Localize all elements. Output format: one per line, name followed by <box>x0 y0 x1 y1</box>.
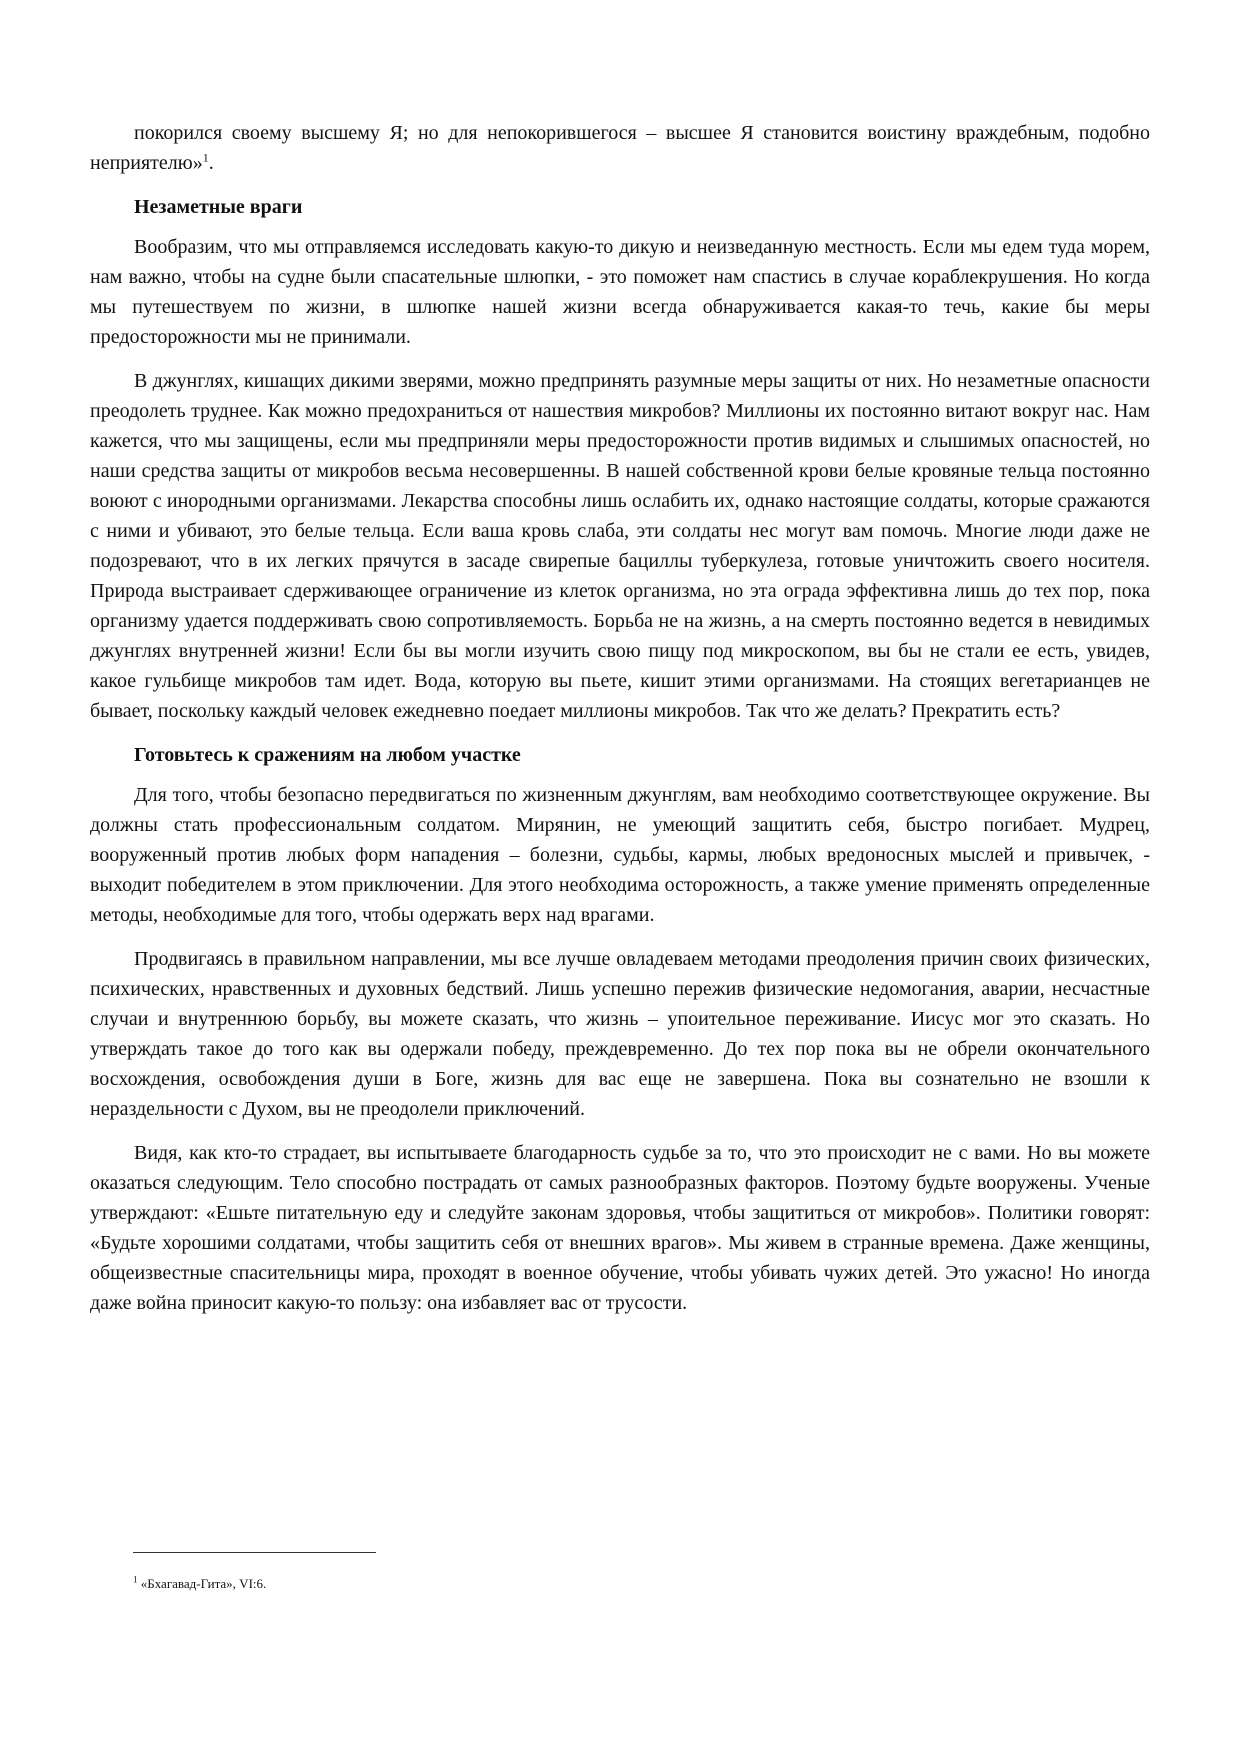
footnote-area <box>133 1552 533 1593</box>
footnote-1 <box>133 1575 533 1593</box>
footnote-mark: 1 <box>133 1574 138 1585</box>
paragraph-4: Продвигаясь в правильном направлении, мы все лучше овладеваем методами преодоления причин своих физических, психических, нравственных и духовных бедствий. Лишь успешно пережив физические недомогания, аварии, несчастные случаи и внутреннюю борьбу, вы можете сказать, что жизнь – упоительное переживание. Иисус мог это сказать. Но утверждать такое до того как вы одержали победу, преждевременно. До тех пор пока вы не обрели окончательного восхождения, освобождения души в Боге, жизнь для вас еще не завершена. Пока вы сознательно не взошли к нераздельности с Духом, вы не преодолели приключений. <box>90 948 1150 1120</box>
section-heading-prepare-for-battles: Готовьтесь к сражениям на любом участке <box>134 744 521 766</box>
paragraph-3: Для того, чтобы безопасно передвигаться по жизненным джунглям, вам необходимо соответствующее окружение. Вы должны стать профессиональным солдатом. Мирянин, не умеющий защитить себя, быстро погибает. Мудрец, вооруженный против любых форм нападения – болезни, судьбы, кармы, любых вредоносных мыслей и привычек, - выходит победителем в этом приключении. Для этого необходима осторожность, а также умение применять определенные методы, необходимые для того, чтобы одержать верх над врагами. <box>90 784 1150 926</box>
paragraph-tail: . <box>208 152 214 174</box>
paragraph-1: Вообразим, что мы отправляемся исследовать какую-то дикую и неизведанную местность. Если мы едем туда морем, нам важно, чтобы на судне были спасательные шлюпки, - это поможет нам спастись в случае кораблекрушения. Но когда мы путешествуем по жизни, в шлюпке нашей жизни всегда обнаруживается какая-то течь, какие бы меры предосторожности мы не принимали. <box>90 236 1150 348</box>
paragraph-5: Видя, как кто-то страдает, вы испытываете благодарность судьбе за то, что это происходит не с вами. Но вы можете оказаться следующим. Тело способно пострадать от самых разнообразных факторов. Поэтому будьте вооружены. Ученые утверждают: «Ешьте питательную еду и следуйте законам здоровья, чтобы защититься от микробов». Политики говорят: «Будьте хорошими солдатами, чтобы защитить себя от внешних врагов». Мы живем в странные времена. Даже женщины, общеизвестные спасительницы мира, проходят в военное обучение, чтобы убивать чужих детей. Это ужасно! Но иногда даже война приносит какую-то пользу: она избавляет вас от трусости. <box>90 1142 1150 1314</box>
footnote-text: «Бхагавад-Гита», VI:6. <box>137 1576 267 1591</box>
document-page <box>90 118 1150 1332</box>
section-heading-invisible-enemies: Незаметные враги <box>134 196 303 218</box>
paragraph-text: покорился своему высшему Я; но для непокорившегося – высшее Я становится воистину враждебным, подобно неприятелю» <box>90 122 1150 174</box>
footnote-separator <box>133 1552 376 1553</box>
paragraph-2: В джунглях, кишащих дикими зверями, можно предпринять разумные меры защиты от них. Но незаметные опасности преодолеть труднее. Как можно предохраниться от нашествия микробов? Миллионы их постоянно витают вокруг нас. Нам кажется, что мы защищены, если мы предприняли меры предосторожности против видимых и слышимых опасностей, но наши средства защиты от микробов весьма несовершенны. В нашей собственной крови белые кровяные тельца постоянно воюют с инородными организмами. Лекарства способны лишь ослабить их, однако настоящие солдаты, которые сражаются с ними и убивают, это белые тельца. Если ваша кровь слаба, эти солдаты нес могут вам помочь. Многие люди даже не подозревают, что в их легких прячутся в засаде свирепые бациллы туберкулеза, готовые уничтожить своего носителя. Природа выстраивает сдерживающее ограничение из клеток организма, но эта ограда эффективна лишь до тех пор, пока организму удается поддерживать свою сопротивляемость. Борьба не на жизнь, а на смерть постоянно ведется в невидимых джунглях внутренней жизни! Если бы вы могли изучить свою пищу под микроскопом, вы бы не стали ее есть, увидев, какое гульбище микробов там идет. Вода, которую вы пьете, кишит этими организмами. На стоящих вегетарианцев не бывает, поскольку каждый человек ежедневно поедает миллионы микробов. Так что же делать? Прекратить есть? <box>90 370 1150 722</box>
footnote-reference[interactable]: 1 <box>202 150 209 165</box>
paragraph-continuation <box>90 118 1150 178</box>
